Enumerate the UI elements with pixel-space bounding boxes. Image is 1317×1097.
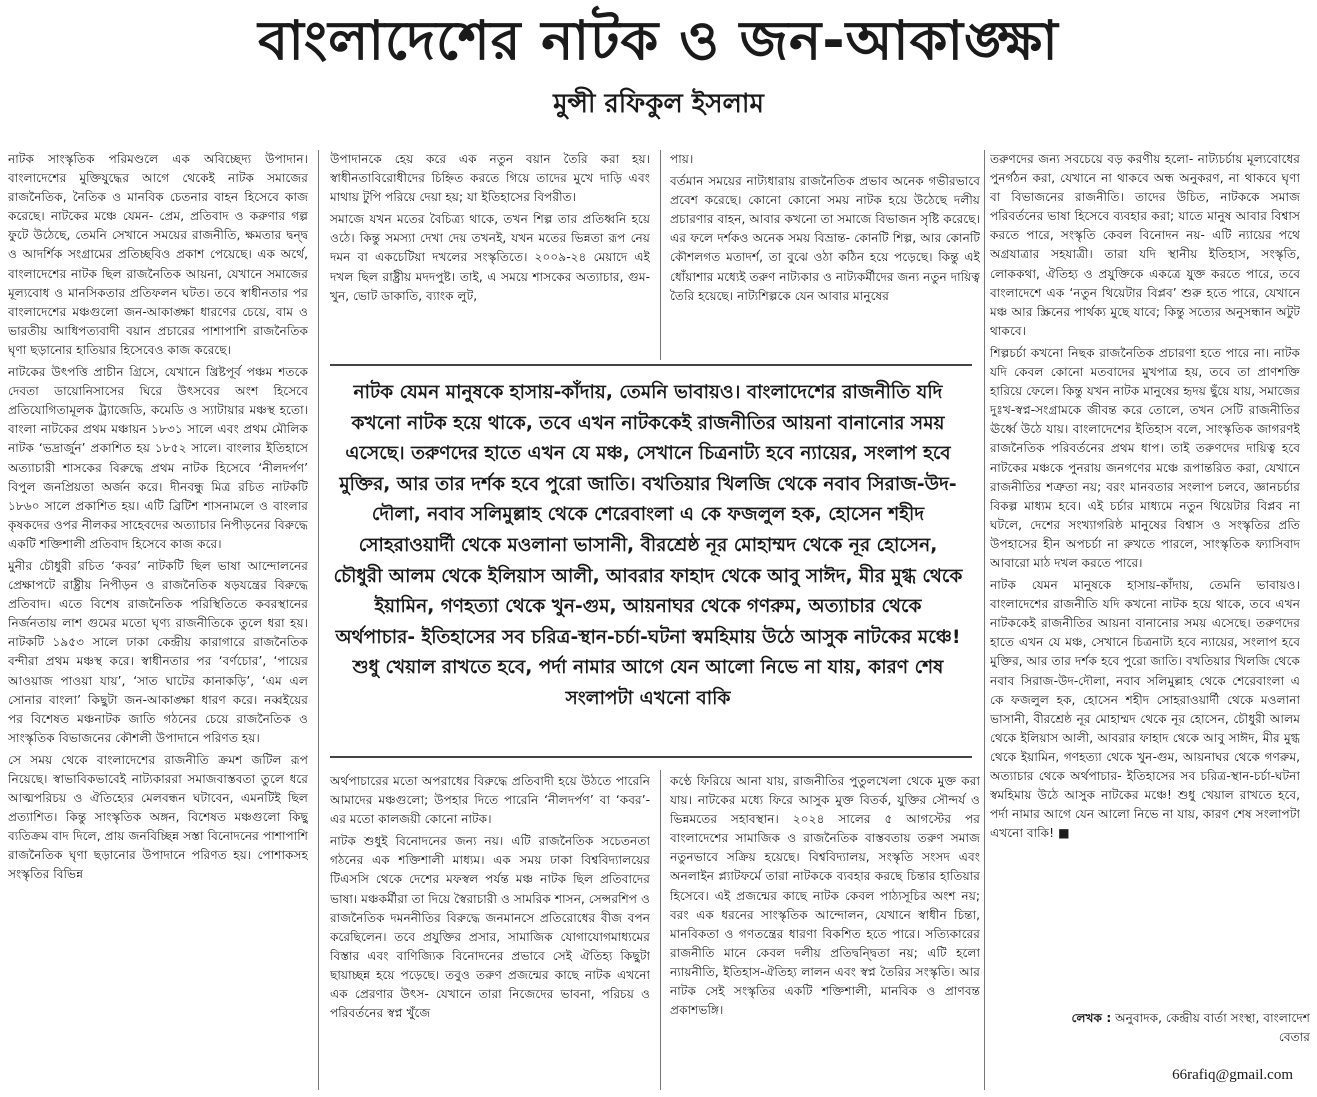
article-column-5: [330, 772, 650, 1092]
paragraph: নাটক শুধুই বিনোদনের জন্য নয়। এটি রাজনৈতিক সচেতনতা গঠনের এক শক্তিশালী মাধ্যম। এক সময় ঢাকা বিশ্ববিদ্যালয়ের টিএসসি থেকে দেশের মফস্বল পর্যন্ত মঞ্চ নাটক ছিল প্রতিবাদের ভাষা। মঞ্চকর্মীরা তা দিয়ে স্বৈরাচারী ও সামরিক শাসন, সেন্সরশিপ ও রাজনৈতিক দমননীতির বিরুদ্ধে জনমানসে প্রতিরোধের বীজ বপন করেছিলেন। তবে প্রযুক্তির প্রসার, সামাজিক যোগাযোগমাধ্যমের বিস্তার এবং বাণিজ্যিক বিনোদনের প্রভাবে সেই ঐতিহ্য কিছুটা ছায়াচ্ছন্ন হয়ে পড়েছে। তবুও তরুণ প্রজন্মের কাছে নাটক এখনো এক প্রেরণার উৎস- যেখানে তারা নিজেদের ভাবনা, পরিচয় ও পরিবর্তনের স্বপ্ন খুঁজে: [330, 834, 650, 1021]
article-column-1: [8, 150, 308, 1090]
paragraph: সে সময় থেকে বাংলাদেশের রাজনীতি ক্রমশ জটিল রূপ নিয়েছে। স্বাভাবিকভাবেই নাট্যকাররা সমাজবাস্তবতা তুলে ধরে আত্মপরিচয় ও ঐতিহ্যের মেলবন্ধন ঘটাবেন, এমনটিই ছিল প্রত্যাশিত। কিন্তু সাংস্কৃতিক অঙ্গন, বিশেষত মঞ্চগুলো কিছু ব্যতিক্রম বাদ দিলে, প্রায় জনবিচ্ছিন্ন সস্তা বিনোদনের পাশাপাশি রাজনৈতিক ঘৃণা ছড়ানোর উপাদানে পরিণত হয়। পোশাকসহ সংস্কৃতির বিভিন্ন: [8, 752, 308, 882]
paragraph: নাটকের উৎপত্তি প্রাচীন গ্রিসে, যেখানে খ্রিষ্টপূর্ব পঞ্চম শতকে দেবতা ডায়োনিসাসের ঘিরে উৎসবের অংশ হিসেবে প্রতিযোগিতামূলক ট্র্যাজেডি, কমেডি ও স্যাটায়ার মঞ্চস্থ হতো। বাংলা নাটকের প্রথম মঞ্চায়ন ১৮৩১ সালে এবং প্রথম মৌলিক নাটক ‘ভদ্রার্জুন’ প্রকাশিত হয় ১৮৫২ সালে। বাংলার ইতিহাসে অত্যাচারী শাসকের বিরুদ্ধে প্রথম নাটক হিসেবে ‘নীলদর্পণ’ বিপুল জনপ্রিয়তা অর্জন করে। দীনবন্ধু মিত্র রচিত নাটকটি ১৮৬০ সালে প্রকাশিত হয়। এটি ব্রিটিশ শাসনামলে ও বাংলার কৃষকদের ওপর নীলকর সাহেবদের অত্যাচার নিপীড়নের বিরুদ্ধে একটি শক্তিশালী প্রতিবাদ হিসেবে কাজ করে।: [8, 365, 308, 551]
author-email: 66rafiq@gmail.com: [1172, 1067, 1293, 1083]
article-column-6: [670, 772, 980, 1092]
paragraph: সমাজে যখন মতের বৈচিত্র্য থাকে, তখন শিল্প তার প্রতিধ্বনি হয়ে ওঠে। কিন্তু সমস্যা দেখা দেয় তখনই, যখন মতের ভিন্নতা রূপ নেয় দমন বা একচেটিয়া দখলের সংস্কৃতিতে। ২০০৯-২৪ মেয়াদে এই দখল ছিল রাষ্ট্রীয় মদদপুষ্ট। তাই, এ সময়ে শাসকের অত্যাচার, গুম-খুন, ভোট ডাকাতি, ব্যাংক লুট,: [330, 212, 650, 303]
pull-quote-rule-top: [330, 364, 972, 366]
paragraph: বর্তমান সময়ের নাট্যধারায় রাজনৈতিক প্রভাব অনেক গভীরভাবে প্রবেশ করেছে। কোনো কোনো সময় নাটক হয়ে উঠেছে দলীয় প্রচারণার বাহন, আবার কখনো তা সমাজে বিভাজন সৃষ্টি করেছে। এর ফলে দর্শকও অনেক সময় বিভ্রান্ত- কোনটি শিল্প, আর কোনটি কৌশলগত মতাদর্শ, তা বুঝে ওঠা কঠিন হয়ে পড়েছে। কিন্তু এই ধোঁয়াশার মধ্যেই তরুণ নাট্যকার ও নাট্যকর্মীদের জন্য নতুন দায়িত্ব তৈরি হয়েছে। নাট্যশিল্পকে যেন আবার মানুষের: [670, 174, 980, 303]
paragraph: নাটক যেমন মানুষকে হাসায়-কাঁদায়, তেমনি ভাবায়ও। বাংলাদেশের রাজনীতি যদি কখনো নাটক হয়ে থাকে, তবে এখন নাটককেই রাজনীতির আয়না বানানোর সময় এসেছে। তরুণদের হাতে এখন যে মঞ্চ, সেখানে চিত্রনাট্য হবে ন্যায়ের, সংলাপ হবে মুক্তির, আর তার দর্শক হবে পুরো জাতি। বখতিয়ার খিলজি থেকে নবাব সিরাজ-উদ-দৌলা, নবাব সলিমুল্লাহ থেকে শেরেবাংলা এ কে ফজলুল হক, হোসেন শহীদ সোহরাওয়ার্দী থেকে মওলানা ভাসানী, বীরশ্রেষ্ঠ নূর মোহাম্মদ থেকে নূর হোসেন, চৌধুরী আলম থেকে ইলিয়াস আলী, আবরার ফাহাদ থেকে আবু সাঈদ, মীর মুগ্ধ থেকে ইয়ামিন, গণহত্যা থেকে খুন-গুম, আয়নাঘর থেকে গণরুম, অত্যাচার থেকে অর্থপাচার- ইতিহাসের সব চরিত্র-স্থান-চর্চা-ঘটনা স্বমহিমায় উঠে আসুক নাটকের মঞ্চে! শুধু খেয়াল রাখতে হবে, পর্দা নামার আগে যেন আলো নিভে না যায়, কারণ শেষ সংলাপটা এখনো বাকি! ■: [990, 578, 1300, 841]
paragraph: শিল্পচর্চা কখনো নিছক রাজনৈতিক প্রচারণা হতে পারে না। নাটক যদি কেবল কোনো মতবাদের মুখপাত্র হয়, তবে তা প্রাণশক্তি হারিয়ে ফেলে। কিন্তু যখন নাটক মানুষের হৃদয় ছুঁয়ে যায়, সমাজের দুঃখ-স্বপ্ন-সংগ্রামকে জীবন্ত করে তোলে, তখন সেটি রাজনীতির ঊর্ধ্বে উঠে যায়। বাংলাদেশের ইতিহাস বলে, সাংস্কৃতিক জাগরণই রাজনৈতিক পরিবর্তনের প্রথম ধাপ। তাই তরুণদের দায়িত্ব হবে নাটকের মঞ্চকে পুনরায় জনগণের মঞ্চে রূপান্তরিত করা, যেখানে রাজনীতির শত্রুতা নয়; বরং মানবতার সংলাপ চলবে, জ্ঞানচর্চার বিকল্প মাধ্যম হবে। এই চর্চার মাধ্যমে নতুন থিয়েটার বিপ্লব না ঘটলে, দেশের সংখ্যাগরিষ্ঠ মানুষের বিশ্বাস ও সংস্কৃতির প্রতি উপহাসের হীন অপচর্চা না রুখতে পারলে, সাংস্কৃতিক ফ্যাসিবাদ আবারো মাঠ দখল করতে পারে।: [990, 345, 1300, 570]
column-divider: [660, 770, 661, 1090]
column-divider: [984, 150, 985, 1090]
column-divider: [318, 150, 319, 1090]
article-column-2: [330, 150, 650, 355]
paragraph: কণ্ঠে ফিরিয়ে আনা যায়, রাজনীতির পুতুলখেলা থেকে মুক্ত করা যায়। নাটকের মধ্যে ফিরে আসুক মুক্ত বিতর্ক, যুক্তির সৌন্দর্য ও ভিন্নমতের সহাবস্থান। ২০২৪ সালের ৫ আগস্টের পর বাংলাদেশের সামাজিক ও রাজনৈতিক বাস্তবতায় তরুণ সমাজ নতুনভাবে সক্রিয় হয়েছে। বিশ্ববিদ্যালয়, সংস্কৃতি সংসদ এবং অনলাইন প্ল্যাটফর্মে তারা নাটককে ব্যবহার করছে চিন্তার হাতিয়ার হিসেবে। এই প্রজন্মের কাছে নাটক কেবল পাঠ্যসূচির অংশ নয়; বরং এক ধরনের সাংস্কৃতিক আন্দোলন, যেখানে স্বাধীন চিন্তা, মানবিকতা ও গণতন্ত্রের ধারণা বিকশিত হতে পারে। সত্যিকারের রাজনীতি মানে কেবল দলীয় প্রতিদ্বন্দ্বিতা নয়; এটি হলো ন্যায়নীতি, ইতিহাস-ঐতিহ্য লালন এবং স্বপ্ন তৈরির সংস্কৃতি। আর নাটক সেই সংস্কৃতির একটি শক্তিশালী, মানবিক ও প্রাণবন্ত প্রকাশভঙ্গি।: [670, 774, 980, 1018]
paragraph: পায়।: [670, 152, 694, 166]
paragraph: উপাদানকে হেয় করে এক নতুন বয়ান তৈরি করা হয়। স্বাধীনতাবিরোধীদের চিহ্নিত করতে গিয়ে তাদের মুখে দাড়ি এবং মাথায় টুপি পরিয়ে দেয়া হয়; যা ইতিহাসের বিপরীত।: [330, 152, 650, 205]
paragraph: মুনীর চৌধুরী রচিত ‘কবর’ নাটকটি ছিল ভাষা আন্দোলনের প্রেক্ষাপটে রাষ্ট্রীয় নিপীড়ন ও রাজনৈতিক ষড়যন্ত্রের বিরুদ্ধে প্রতিবাদ। এতে বিশেষ রাজনৈতিক পরিস্থিতিতে কবরস্থানের নির্জনতায় লাশ গুমের মতো ঘৃণ্য রাজনীতিকে তুলে ধরা হয়। নাটকটি ১৯৫৩ সালে ঢাকা কেন্দ্রীয় কারাগারে রাজনৈতিক বন্দীরা প্রথম মঞ্চস্থ করে। স্বাধীনতার পর ‘বর্ণচোর’, ‘পায়ের আওয়াজ পাওয়া যায়’, ‘সাত ঘাটের কানাকড়ি’, ‘এম এল সোনার বাংলা’ কিছুটা জন-আকাঙ্ক্ষা ধারণ করে। নব্বইয়ের পর বিশেষত মঞ্চনাটক জাতি গঠনের চেয়ে রাজনৈতিক ও সাংস্কৃতিক বিভাজনের কৌশলী উপাদানে পরিণত হয়।: [8, 558, 308, 745]
pull-quote-rule-bottom: [330, 756, 972, 758]
pull-quote: নাটক যেমন মানুষকে হাসায়-কাঁদায়, তেমনি ভাবায়ও। বাংলাদেশের রাজনীতি যদি কখনো নাটক হয়ে থাকে, তবে এখন নাটককেই রাজনীতির আয়না বানানোর সময় এসেছে। তরুণদের হাতে এখন যে মঞ্চ, সেখানে চিত্রনাট্য হবে ন্যায়ের, সংলাপ হবে মুক্তির, আর তার দর্শক হবে পুরো জাতি। বখতিয়ার খিলজি থেকে নবাব সিরাজ-উদ-দৌলা, নবাব সলিমুল্লাহ থেকে শেরেবাংলা এ কে ফজলুল হক, হোসেন শহীদ সোহরাওয়ার্দী থেকে মওলানা ভাসানী, বীরশ্রেষ্ঠ নূর মোহাম্মদ থেকে নূর হোসেন, চৌধুরী আলম থেকে ইলিয়াস আলী, আবরার ফাহাদ থেকে আবু সাঈদ, মীর মুগ্ধ থেকে ইয়ামিন, গণহত্যা থেকে খুন-গুম, আয়নাঘর থেকে গণরুম, অত্যাচার থেকে অর্থপাচার- ইতিহাসের সব চরিত্র-স্থান-চর্চা-ঘটনা স্বমহিমায় উঠে আসুক নাটকের মঞ্চে! শুধু খেয়াল রাখতে হবে, পর্দা নামার আগে যেন আলো নিভে না যায়, কারণ শেষ সংলাপটা এখনো বাকি: [333, 382, 963, 709]
article-column-4: [990, 150, 1300, 922]
headline: বাংলাদেশের নাটক ও জন-আকাঙ্ক্ষা: [258, 9, 1059, 72]
paragraph: নাটক সাংস্কৃতিক পরিমণ্ডলে এক অবিচ্ছেদ্য উপাদান। বাংলাদেশের মুক্তিযুদ্ধের আগে থেকেই নাটক সমাজের রাজনৈতিক, নৈতিক ও মানবিক চেতনার বাহন হিসেবে কাজ করেছে। নাটকের মঞ্চে যেমন- প্রেম, প্রতিবাদ ও করুণার গল্প ফুটে উঠেছে, তেমনি সেখানে সময়ের রাজনীতি, ক্ষমতার দ্বন্দ্ব ও আদর্শিক সংগ্রামের প্রতিচ্ছবিও প্রকাশ পেয়েছে। এক অর্থে, বাংলাদেশের নাটক ছিল রাজনৈতিক আয়না, যেখানে সমাজের মূল্যবোধ ও মানসিকতার প্রতিফলন ঘটত। তবে স্বাধীনতার পর বাংলাদেশের মঞ্চগুলো জন-আকাঙ্ক্ষা ধারণের চেয়ে, বাম ও ভারতীয় আধিপত্যবাদী বয়ান প্রচারের পাশাপাশি রাজনৈতিক ঘৃণা ছড়ানোর হাতিয়ার হিসেবেও কাজ করেছে।: [8, 152, 308, 357]
paragraph: তরুণদের জন্য সবচেয়ে বড় করণীয় হলো- নাট্যচর্চায় মূল্যবোধের পুনর্গঠন করা, যেখানে না থাকবে অন্ধ অনুকরণ, না থাকবে ঘৃণা বা বিভাজনের রাজনীতি। তাদের উচিত, নাটককে সমাজ পরিবর্তনের ভাষা হিসেবে ব্যবহার করা; যাতে মানুষ আবার বিশ্বাস করতে পারে, সংস্কৃতি কেবল বিনোদন নয়- এটি ন্যায়ের পথে অগ্রযাত্রার সহযাত্রী। তারা যদি স্থানীয় ইতিহাস, সংস্কৃতি, লোককথা, ঐতিহ্য ও প্রযুক্তিকে একত্রে যুক্ত করতে পারে, তবে বাংলাদেশে এক ‘নতুন থিয়েটার বিপ্লব’ শুরু হতে পারে, যেখানে মঞ্চ আর স্ক্রিনের পার্থক্য মুছে যাবে; কিন্তু সত্যের অনুসন্ধান অটুট থাকবে।: [990, 152, 1300, 338]
byline: মুন্সী রফিকুল ইসলাম: [553, 89, 764, 119]
column-divider: [660, 150, 661, 360]
article-column-3: [670, 150, 980, 355]
author-credit: [1040, 1009, 1310, 1047]
author-description: অনুবাদক, কেন্দ্রীয় বার্তা সংস্থা, বাংলাদেশ বেতার: [1115, 1011, 1310, 1044]
author-label: লেখক :: [1071, 1011, 1112, 1025]
paragraph: অর্থপাচারের মতো অপরাধের বিরুদ্ধে প্রতিবাদী হয়ে উঠতে পারেনি আমাদের মঞ্চগুলো; উপহার দিতে পারেনি ‘নীলদর্পণ’ বা ‘কবর’-এর মতো কালজয়ী কোনো নাটক।: [330, 774, 650, 827]
